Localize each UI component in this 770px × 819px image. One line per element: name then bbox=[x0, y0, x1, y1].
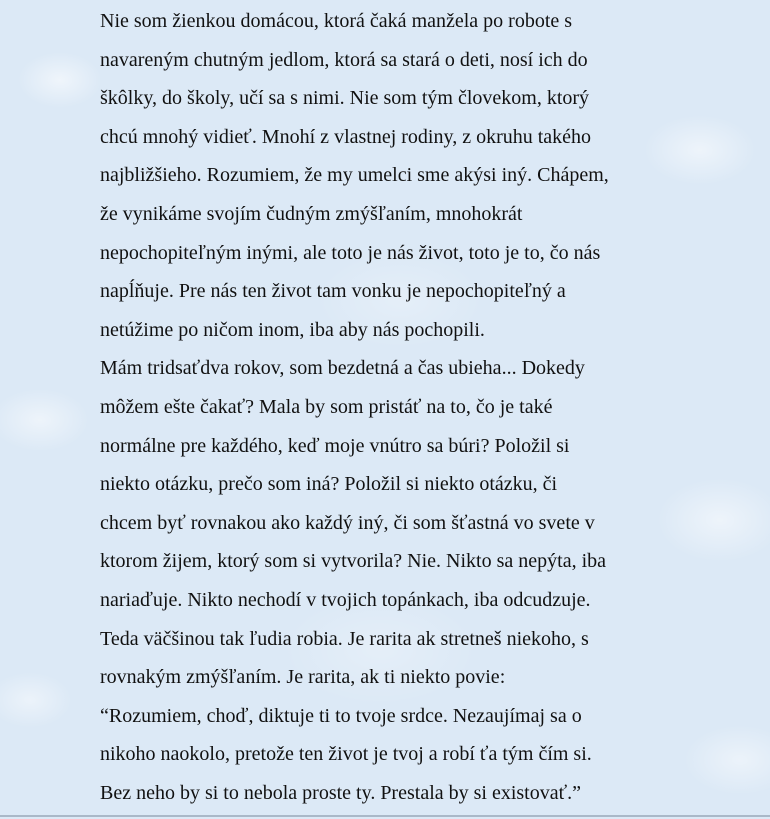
bottom-divider bbox=[0, 815, 770, 817]
text-line: chcem byť rovnakou ako každý iný, či som šťastná vo svete v bbox=[100, 511, 595, 534]
text-line: nikoho naokolo, pretože ten život je tvoj a robí ťa tým čím si. bbox=[100, 743, 592, 766]
text-line: môžem ešte čakať? Mala by som pristáť na to, čo je také bbox=[100, 395, 553, 418]
text-line: že vynikáme svojím čudným zmýšľaním, mnohokrát bbox=[100, 202, 523, 225]
body-text bbox=[100, 2, 700, 812]
text-line: Mám tridsaťdva rokov, som bezdetná a čas ubieha... Dokedy bbox=[100, 357, 585, 380]
text-line: chcú mnohý vidieť. Mnohí z vlastnej rodiny, z okruhu takého bbox=[100, 125, 592, 148]
text-line: niekto otázku, prečo som iná? Položil si niekto otázku, či bbox=[100, 473, 558, 496]
text-line: najbližšieho. Rozumiem, že my umelci sme akýsi iný. Chápem, bbox=[100, 164, 609, 187]
text-line: Nie som žienkou domácou, ktorá čaká manžela po robote s bbox=[100, 10, 573, 32]
text-line: nariaďuje. Nikto nechodí v tvojich topánkach, iba odcudzuje. bbox=[100, 588, 591, 611]
text-line: napĺňuje. Pre nás ten život tam vonku je nepochopiteľný a bbox=[100, 280, 566, 303]
text-line: normálne pre každého, keď moje vnútro sa búri? Položil si bbox=[100, 434, 570, 457]
text-line: navareným chutným jedlom, ktorá sa stará o deti, nosí ich do bbox=[100, 48, 588, 71]
text-line: nepochopiteľným inými, ale toto je nás život, toto je to, čo nás bbox=[100, 241, 601, 264]
text-line: škôlky, do školy, učí sa s nimi. Nie som tým človekom, ktorý bbox=[100, 87, 590, 110]
text-line: “Rozumiem, choď, diktuje ti to tvoje srdce. Nezaujímaj sa o bbox=[100, 704, 582, 727]
text-line: netúžime po ničom inom, iba aby nás pochopili. bbox=[100, 318, 485, 341]
text-line: Teda väčšinou tak ľudia robia. Je rarita ak stretneš niekoho, s bbox=[100, 627, 589, 650]
text-line: ktorom žijem, ktorý som si vytvorila? Nie. Nikto sa nepýta, iba bbox=[100, 550, 607, 573]
text-line: rovnakým zmýšľaním. Je rarita, ak ti niekto povie: bbox=[100, 666, 506, 689]
text-line: Bez neho by si to nebola proste ty. Prestala by si existovať.” bbox=[100, 781, 582, 804]
